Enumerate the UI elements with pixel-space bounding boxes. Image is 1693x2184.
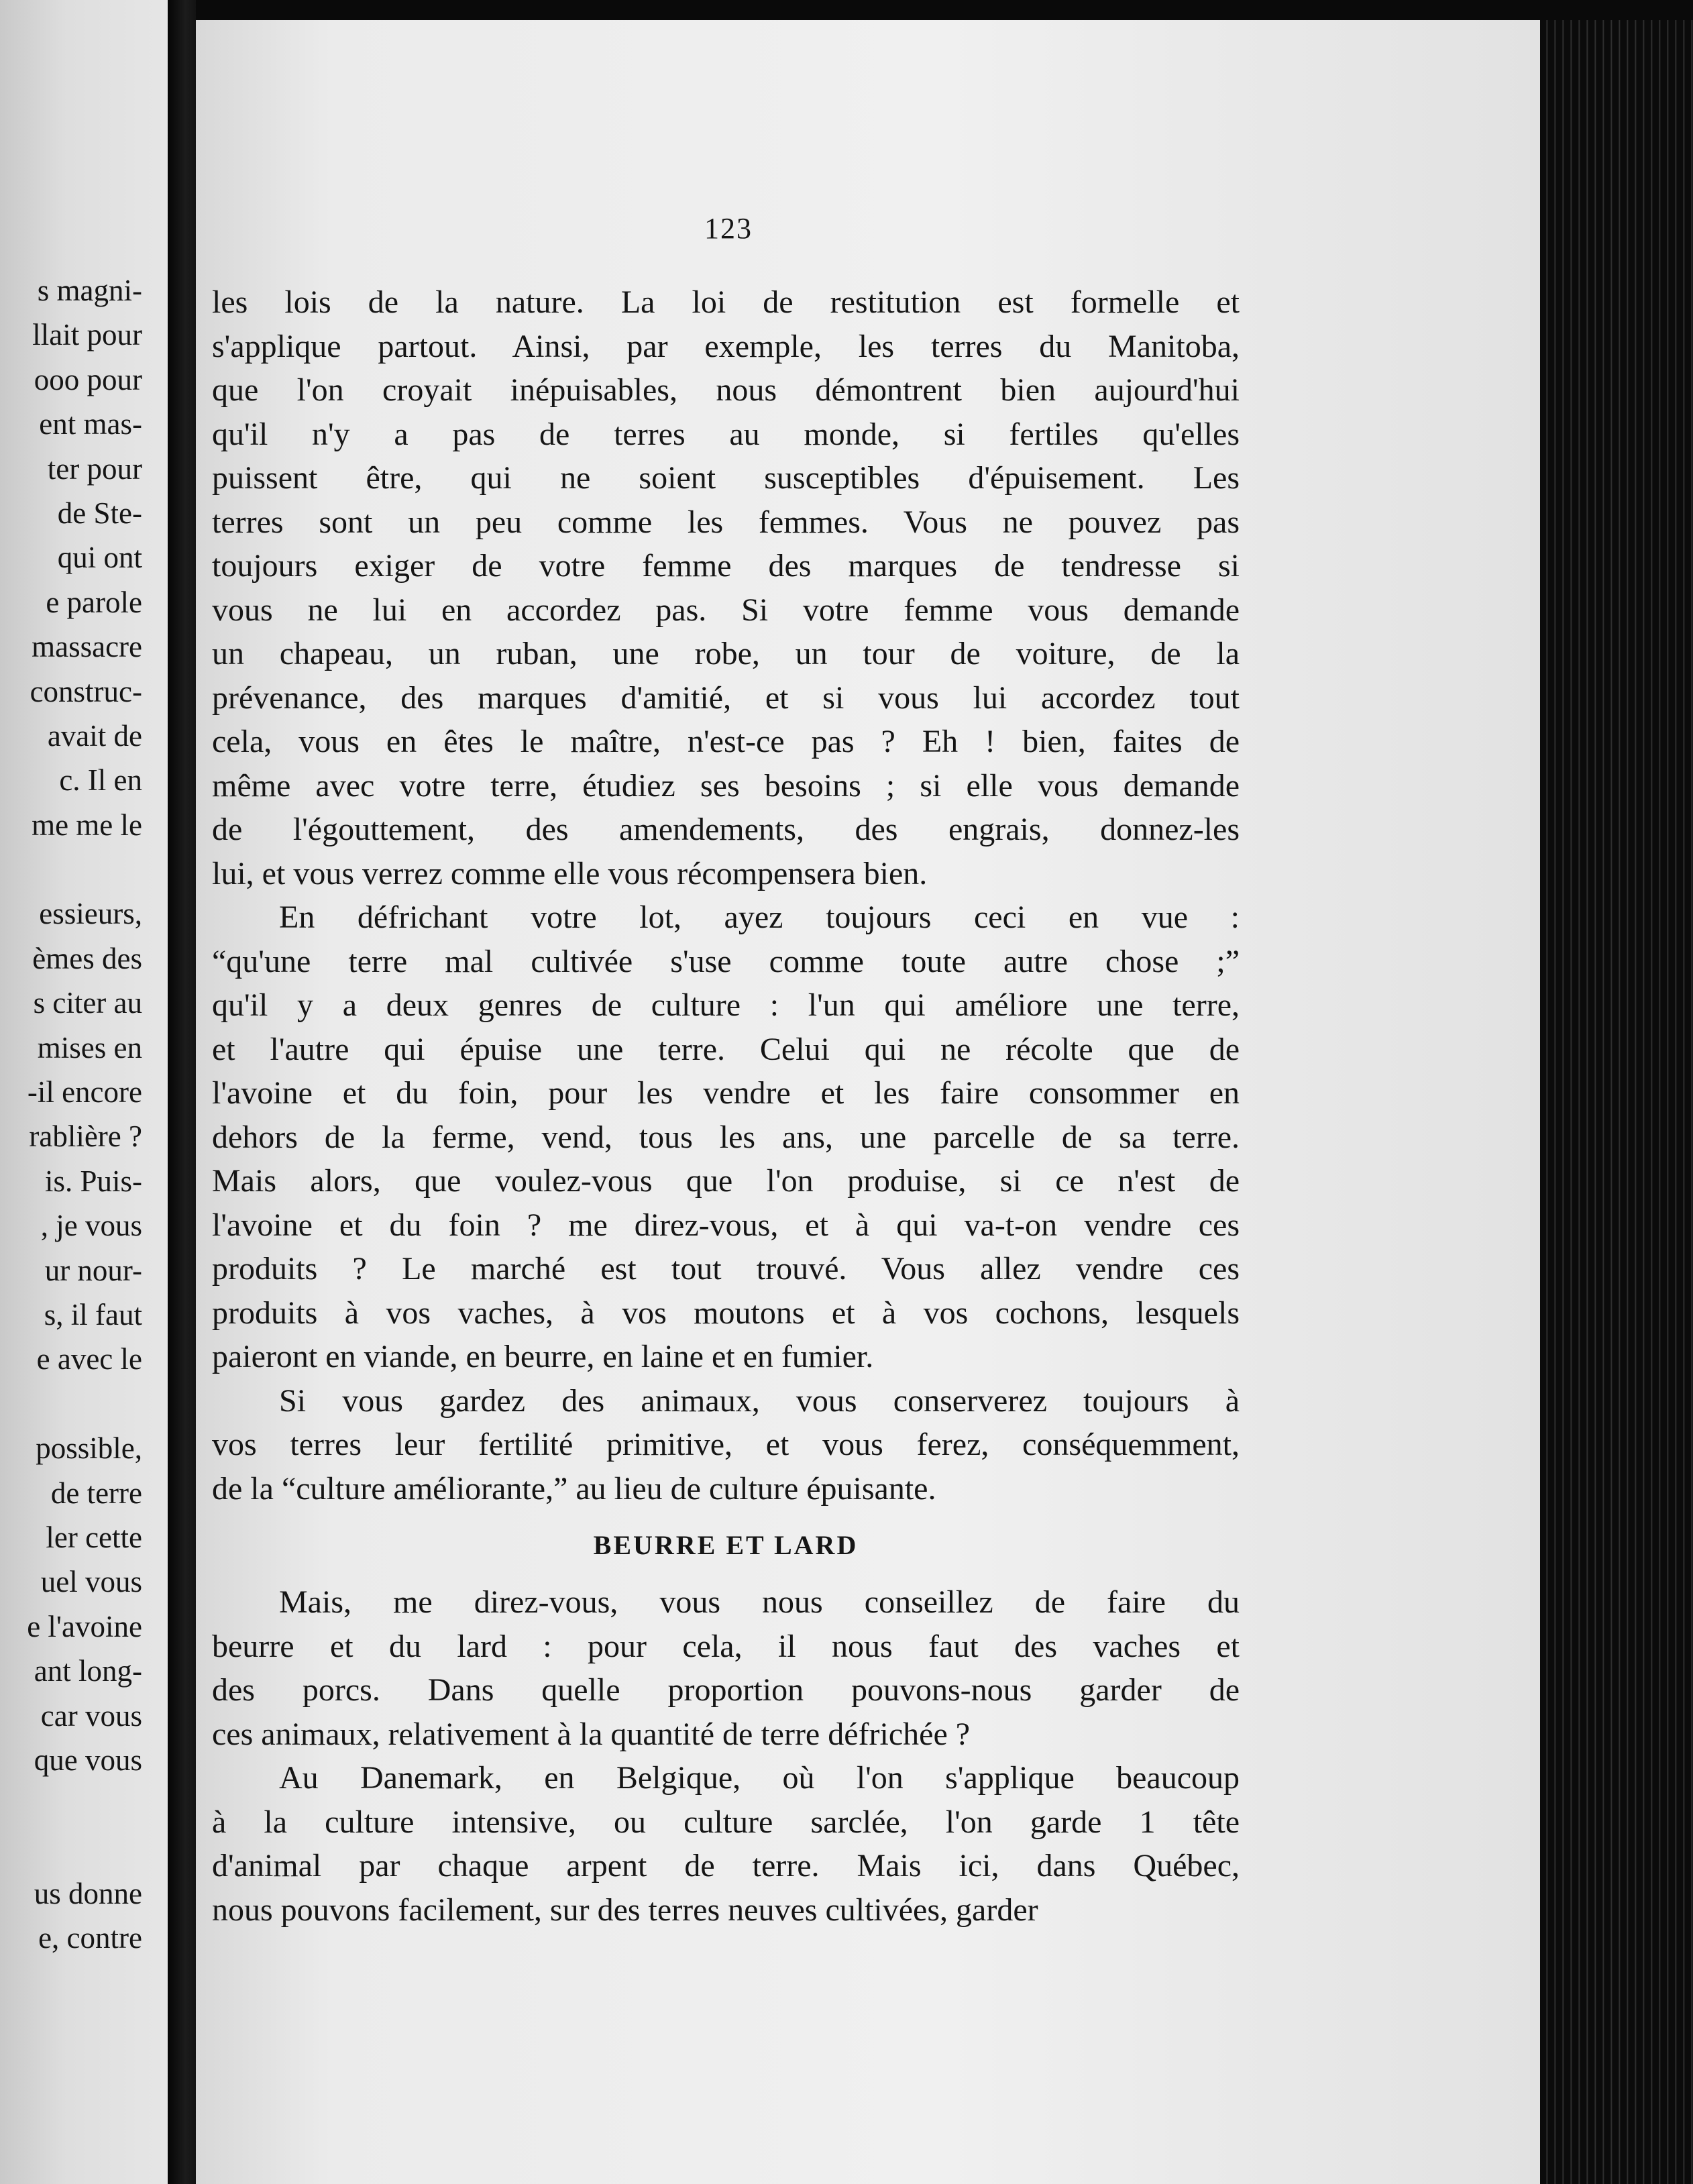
left-page-line bbox=[0, 1827, 142, 1871]
left-page-line: us donne bbox=[34, 1877, 142, 1911]
left-page-line: de Ste- bbox=[57, 496, 142, 530]
left-page-line: s citer au bbox=[33, 986, 142, 1020]
text-line: ces animaux, relativement à la quantité de terre défrichée ? bbox=[212, 1716, 971, 1752]
left-page-line: s magni- bbox=[37, 274, 142, 307]
text-line: paieront en viande, en beurre, en laine et en fumier. bbox=[212, 1339, 874, 1374]
left-page-line: llait pour bbox=[32, 318, 142, 352]
text-line: prévenance, des marques d'amitié, et si vous lui accordez tout bbox=[212, 679, 1240, 716]
text-line: lui, et vous verrez comme elle vous récompensera bien. bbox=[212, 855, 928, 891]
text-line: beurre et du lard : pour cela, il nous faut des vaches et bbox=[212, 1628, 1240, 1664]
left-page-line: qui ont bbox=[57, 541, 142, 575]
left-page-line: -il encore bbox=[27, 1075, 142, 1109]
section-heading: BEURRE ET LARD bbox=[593, 1530, 859, 1560]
left-page-line: , je vous bbox=[40, 1209, 142, 1243]
left-page-line: ler cette bbox=[46, 1520, 142, 1554]
paragraph bbox=[212, 280, 1240, 895]
text-line: s'applique partout. Ainsi, par exemple, les terres du Manitoba, bbox=[212, 328, 1240, 364]
text-line: produits ? Le marché est tout trouvé. Vous allez vendre ces bbox=[212, 1251, 1240, 1287]
left-page-line: s, il faut bbox=[44, 1297, 142, 1331]
text-line: de l'égouttement, des amendements, des engrais, donnez-les bbox=[212, 812, 1240, 847]
left-page-line: e parole bbox=[46, 585, 142, 619]
text-line: et l'autre qui épuise une terre. Celui qui ne récolte que de bbox=[212, 1031, 1240, 1067]
text-line: un chapeau, un ruban, une robe, un tour de voiture, de la bbox=[212, 636, 1240, 671]
left-page-line: ant long- bbox=[34, 1654, 142, 1688]
paragraph bbox=[212, 895, 1240, 1379]
left-page-line: me me le bbox=[32, 808, 142, 842]
left-page-line: construc- bbox=[30, 674, 142, 708]
text-line: produits à vos vaches, à vos moutons et à vos cochons, lesquels bbox=[212, 1295, 1240, 1331]
text-line: vous ne lui en accordez pas. Si votre femme vous demande bbox=[212, 592, 1240, 628]
page-text-column bbox=[212, 280, 1240, 1932]
left-page-line: car vous bbox=[40, 1698, 142, 1733]
text-line: vos terres leur fertilité primitive, et vous ferez, conséquemment, bbox=[212, 1427, 1240, 1462]
left-page-line: ent mas- bbox=[39, 407, 142, 441]
text-line: Au Danemark, en Belgique, où l'on s'applique beaucoup bbox=[279, 1760, 1240, 1796]
text-line: cela, vous en êtes le maître, n'est-ce pas ? Eh ! bien, faites de bbox=[212, 724, 1240, 759]
left-page-line: ur nour- bbox=[44, 1253, 142, 1287]
left-page-line: de terre bbox=[50, 1476, 142, 1510]
text-line: d'animal par chaque arpent de terre. Mais ici, dans Québec, bbox=[212, 1848, 1240, 1883]
page-edges bbox=[1540, 20, 1693, 2184]
text-line: Mais alors, que voulez-vous que l'on produise, si ce n'est de bbox=[212, 1163, 1240, 1199]
text-line: Mais, me direz-vous, vous nous conseillez de faire du bbox=[279, 1584, 1240, 1620]
left-page-line bbox=[0, 1382, 142, 1426]
text-line: à la culture intensive, ou culture sarclée, l'on garde 1 tête bbox=[212, 1804, 1240, 1840]
left-page-line: c. Il en bbox=[59, 763, 142, 798]
page-number: 123 bbox=[704, 212, 753, 245]
paragraph bbox=[212, 1580, 1240, 1756]
left-page-line: avait de bbox=[47, 718, 142, 753]
text-line: terres sont un peu comme les femmes. Vous ne pouvez pas bbox=[212, 504, 1240, 540]
left-page-line bbox=[0, 847, 142, 891]
text-line: Si vous gardez des animaux, vous conserverez toujours à bbox=[279, 1382, 1240, 1419]
text-line: l'avoine et du foin ? me direz-vous, et à qui va-t-on vendre ces bbox=[212, 1207, 1240, 1243]
text-line: dehors de la ferme, vend, tous les ans, une parcelle de sa terre. bbox=[212, 1119, 1240, 1155]
text-line: même avec votre terre, étudiez ses besoins ; si elle vous demande bbox=[212, 767, 1240, 804]
text-line: les lois de la nature. La loi de restitution est formelle et bbox=[212, 284, 1240, 320]
left-page-line: massacre bbox=[32, 630, 142, 664]
left-page-line bbox=[0, 1782, 142, 1826]
left-page-line: que vous bbox=[34, 1743, 142, 1777]
left-page-line: uel vous bbox=[40, 1565, 142, 1599]
text-line: que l'on croyait inépuisables, nous démontrent bien aujourd'hui bbox=[212, 372, 1240, 408]
left-page-line: e avec le bbox=[36, 1342, 142, 1376]
paragraph bbox=[212, 1756, 1240, 1932]
text-line: de la “culture améliorante,” au lieu de culture épuisante. bbox=[212, 1470, 936, 1507]
text-line: En défrichant votre lot, ayez toujours ceci en vue : bbox=[279, 899, 1240, 935]
text-line: l'avoine et du foin, pour les vendre et les faire consommer en bbox=[212, 1075, 1240, 1111]
left-page-line: e, contre bbox=[38, 1921, 142, 1955]
paragraph bbox=[212, 1379, 1240, 1511]
left-page-text-column bbox=[0, 268, 142, 1961]
text-line: qu'il n'y a pas de terres au monde, si fertiles qu'elles bbox=[212, 416, 1240, 452]
left-page-line: rablière ? bbox=[29, 1120, 142, 1154]
left-page-line: e l'avoine bbox=[27, 1609, 142, 1643]
left-page-line: ooo pour bbox=[34, 362, 142, 396]
left-page-line: essieurs, bbox=[39, 897, 142, 931]
text-line: toujours exiger de votre femme des marques de tendresse si bbox=[212, 548, 1240, 584]
top-shadow bbox=[196, 0, 1693, 20]
text-line: des porcs. Dans quelle proportion pouvons-nous garder de bbox=[212, 1672, 1240, 1708]
left-page-line: is. Puis- bbox=[44, 1164, 142, 1198]
text-line: “qu'une terre mal cultivée s'use comme toute autre chose ;” bbox=[212, 943, 1240, 979]
left-page-line: mises en bbox=[37, 1030, 142, 1064]
text-line: qu'il y a deux genres de culture : l'un qui améliore une terre, bbox=[212, 987, 1240, 1023]
left-page-line: possible, bbox=[36, 1431, 142, 1466]
left-page-line: èmes des bbox=[32, 941, 142, 975]
text-line: puissent être, qui ne soient susceptibles d'épuisement. Les bbox=[212, 460, 1240, 496]
text-line: nous pouvons facilement, sur des terres neuves cultivées, garder bbox=[212, 1892, 1038, 1928]
left-page-line: ter pour bbox=[47, 451, 142, 486]
left-page-fragment bbox=[0, 0, 168, 2184]
